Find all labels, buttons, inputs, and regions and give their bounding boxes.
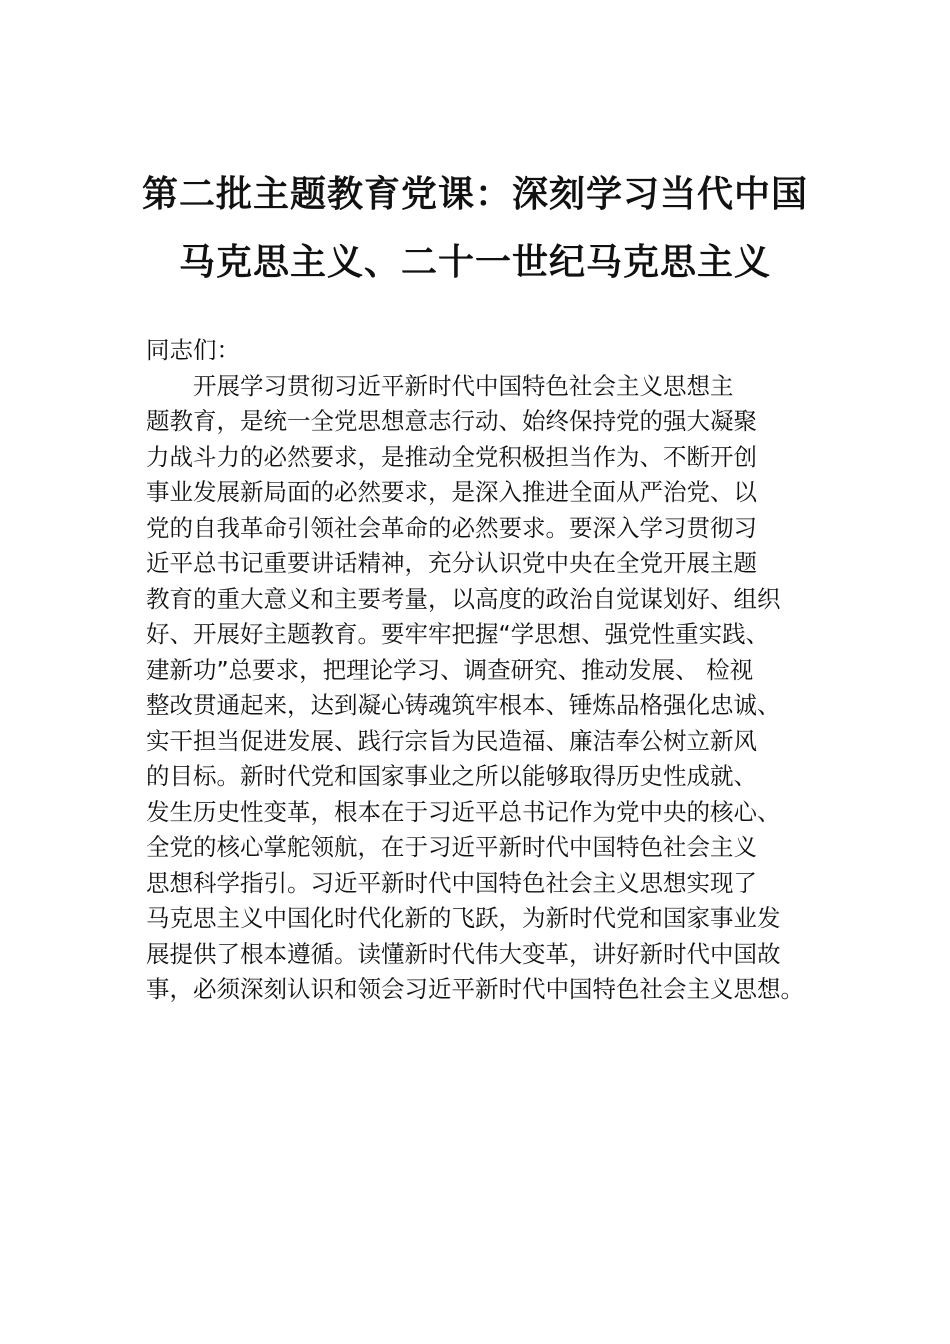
document-body (146, 333, 846, 1008)
paragraph-line: 展提供了根本遵循。读懂新时代伟大变革，讲好新时代中国故 (146, 939, 781, 968)
paragraph-line: 思想科学指引。习近平新时代中国特色社会主义思想实现了 (146, 868, 757, 897)
paragraph-line: 好、开展好主题教育。要牢牢把握“学思想、强党性重实践、 (146, 620, 770, 648)
paragraph-line: 建新功”总要求，把理论学习、调查研究、推动发展、 检视 (146, 655, 754, 684)
paragraph-line: 开展学习贯彻习近平新时代中国特色社会主义思想主 (193, 371, 734, 400)
paragraph-line: 的目标。新时代党和国家事业之所以能够取得历史性成就、 (146, 762, 757, 790)
document-title (60, 160, 890, 296)
paragraph-line: 事，必须深刻认识和领会习近平新时代中国特色社会主义思想。 (146, 975, 804, 1003)
paragraph-line: 事业发展新局面的必然要求，是深入推进全面从严治党、以 (146, 478, 757, 506)
paragraph-line: 党的自我革命引领社会革命的必然要求。要深入学习贯彻习 (146, 513, 757, 542)
paragraph-line: 教育的重大意义和主要考量，以高度的政治自觉谋划好、组织 (146, 584, 781, 613)
paragraph-line: 力战斗力的必然要求，是推动全党积极担当作为、不断开创 (146, 442, 757, 471)
paragraph-line: 整改贯通起来，达到凝心铸魂筑牢根本、锤炼品格强化忠诚、 (146, 691, 781, 719)
salutation: 同志们： (146, 336, 240, 364)
paragraph-line: 近平总书记重要讲话精神，充分认识党中央在全党开展主题 (146, 549, 757, 577)
paragraph-line: 实干担当促进发展、践行宗旨为民造福、廉洁奉公树立新风 (146, 726, 757, 755)
title-line-1: 第二批主题教育党课：深刻学习当代中国 (141, 173, 808, 215)
paragraph-line: 题教育，是统一全党思想意志行动、始终保持党的强大凝聚 (146, 407, 757, 435)
title-line-2: 马克思主义、二十一世纪马克思主义 (178, 241, 771, 283)
paragraph-line: 马克思主义中国化时代化新的飞跃，为新时代党和国家事业发 (146, 904, 781, 932)
paragraph-line: 全党的核心掌舵领航，在于习近平新时代中国特色社会主义 (146, 833, 757, 861)
paragraph-line: 发生历史性变革，根本在于习近平总书记作为党中央的核心、 (146, 797, 781, 826)
